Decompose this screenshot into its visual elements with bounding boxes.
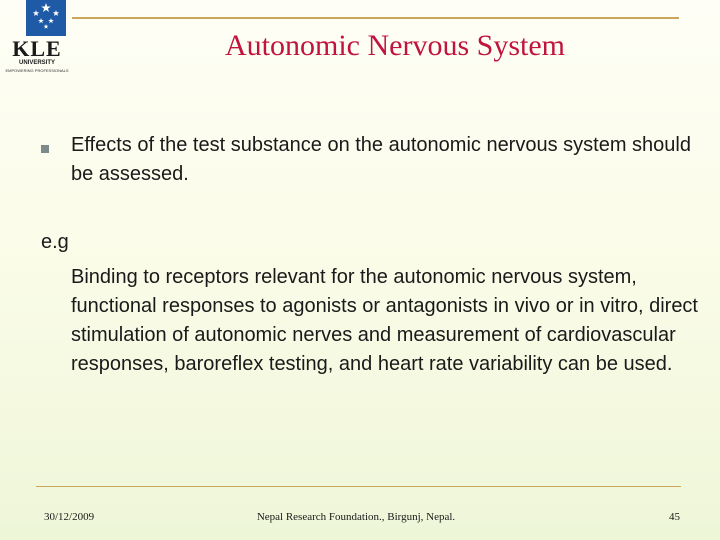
footer-page-number: 45 xyxy=(669,511,680,523)
bullet-text: Effects of the test substance on the autonomic nervous system should be assessed. xyxy=(71,134,691,185)
logo-tagline: EMPOWERING PROFESSIONALS xyxy=(5,68,69,73)
slide-title: Autonomic Nervous System xyxy=(225,29,565,62)
logo-subtitle: UNIVERSITY xyxy=(18,60,55,66)
top-divider xyxy=(72,17,679,19)
logo-wordmark: KLE xyxy=(12,36,62,61)
bottom-divider xyxy=(36,486,681,487)
bullet-marker xyxy=(41,145,49,153)
footer-date: 30/12/2009 xyxy=(44,511,95,523)
eg-text: Binding to receptors relevant for the autonomic nervous system, functional responses to agonists or antagonists in vivo or in vitro, direct stimulation of autonomic nerves and measurement of cardiovascular responses, baroreflex testing, and heart rate variability can be used. xyxy=(71,266,698,375)
footer-organization: Nepal Research Foundation., Birgunj, Nepal. xyxy=(256,511,456,523)
eg-label: e.g xyxy=(41,231,69,253)
